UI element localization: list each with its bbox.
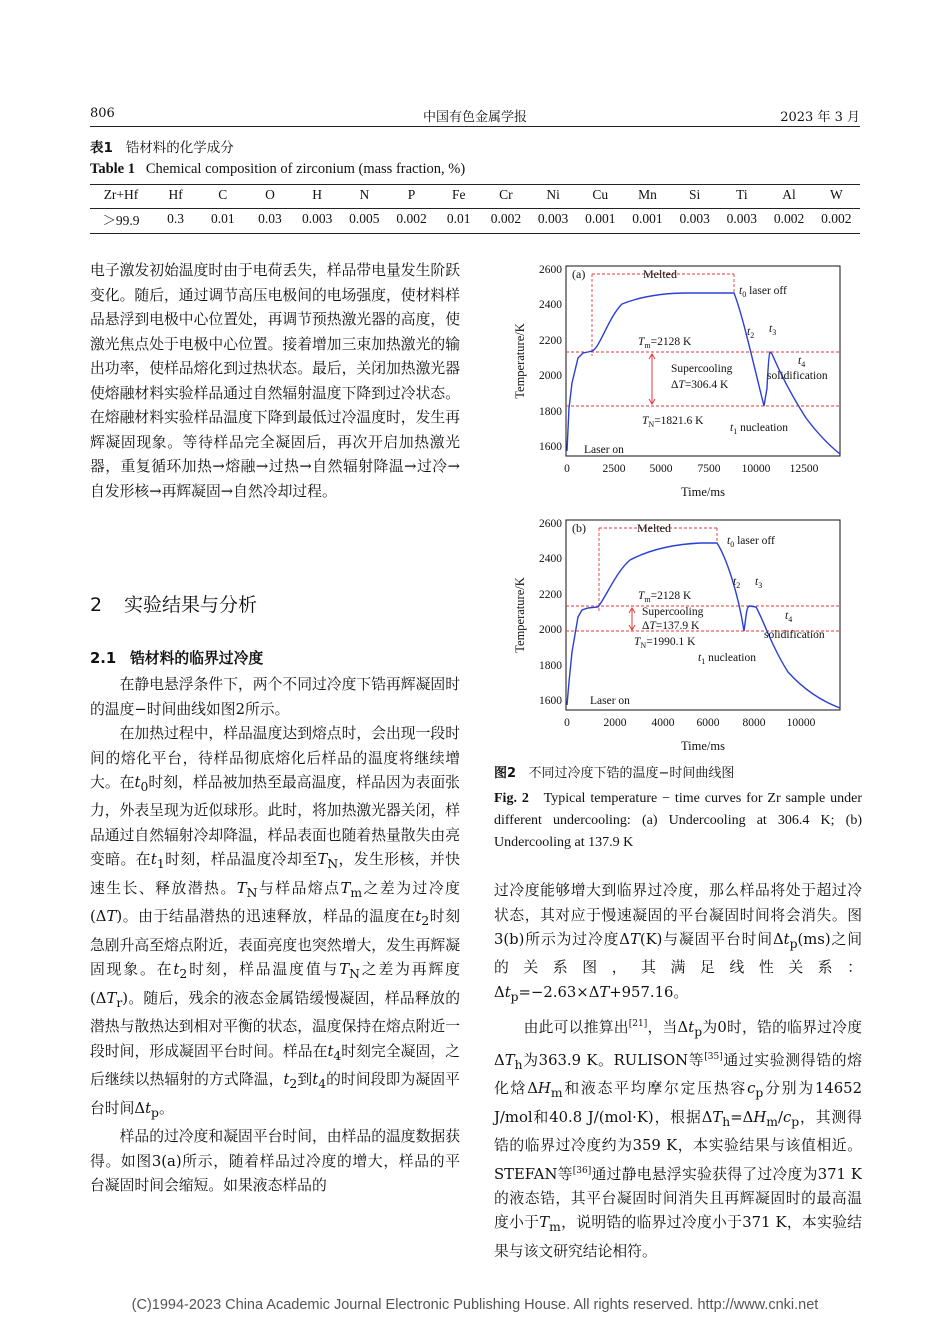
t4-annotation: $t_4$ — [785, 610, 793, 624]
tm-annotation: $T_m=2128$ K — [638, 336, 692, 350]
x-tick-label: 5000 — [649, 463, 673, 475]
tm-annotation: $T_m=2128$ K — [638, 590, 692, 604]
tn-annotation: $T_N=1990.1$ K — [634, 636, 696, 650]
y-tick-label: 1800 — [539, 406, 562, 418]
paragraph: 样品的过冷度和凝固平台时间，由样品的温度数据获得。如图3(a)所示，随着样品过冷度的增大，样品的平台凝固时间会缩短。如果液态样品的 — [90, 1128, 460, 1195]
t0-annotation: $t_0$ laser off — [727, 535, 775, 549]
figure2-panel-a — [506, 258, 862, 502]
supercooling-label: Supercooling — [642, 606, 704, 618]
melted-label: Melted — [643, 267, 677, 281]
table-header-cell: C — [218, 187, 228, 202]
table-header-cell: Zr+Hf — [103, 187, 139, 202]
table-header-cell: Al — [782, 187, 796, 202]
x-tick-label: 4000 — [651, 717, 675, 729]
table1-caption-en: Table 1 Chemical composition of zirconium (mass fraction, %) — [90, 161, 466, 177]
x-axis-label: Time/ms — [680, 739, 726, 753]
table-value-cell: 0.002 — [396, 211, 427, 226]
paragraph: 电子激发初始温度时由于电荷丢失，样品带电量发生阶跃变化。随后，通过调节高压电极间的电场强度，使材料样品悬浮到电极中心位置处，再调节预热激光器的高度，使激光焦点处于电极中心位置。接着增加三束加热激光的输出功率，使样品熔化到过热状态。最后，关闭加热激光器使熔融材料实验样品通过自然辐射温度下降到过冷状态。在熔融材料实验样品温度下降到最低过冷温度时，发生再辉凝固现象。等待样品完全凝固后，再次开启加热激光器，重复循环加热→熔融→过热→自然辐射降温→过冷→自发形核→再辉凝固→自然冷却过程。 — [90, 262, 460, 500]
table-value-cell: ＞99.9 — [102, 213, 140, 228]
table-value-cell: 0.01 — [210, 211, 235, 226]
delta-t-annotation: ΔT=306.4 K — [671, 379, 729, 391]
t2-annotation: $t_2$ — [733, 576, 741, 590]
x-tick-label: 12500 — [789, 463, 819, 475]
paragraph: 由此可以推算出[21]，当$\Delta t_p$为0时，锆的临界过冷度$\Delta T_h$为363.9 K。RULISON等[35]通过实验测得锆的熔化焓$\Delta H_m$和液态平均摩尔定压热容$c_p$分别为14652 J/mol和40.8 J/(mol·K)，根据$\Delta T_h=\Delta H_m/c_p$，其测得锆的临界过冷度约为359 K，本实验结果与该值相近。STEFAN等[36]通过静电悬浮实验获得了过冷度为371 K的液态锆，其平台凝固时间消失且再辉凝固时的最高温度小于$T_m$，说明锆的临界过冷度小于371 K，本实验结果与该文研究结论相符。 — [494, 1019, 863, 1260]
t0-annotation: $t_0$ laser off — [739, 285, 787, 299]
panel-label: (a) — [572, 267, 586, 281]
table-header-cell: Fe — [451, 187, 466, 202]
table-value-cell: 0.003 — [679, 211, 710, 226]
panel-label: (b) — [572, 521, 586, 535]
y-tick-label: 2200 — [539, 589, 562, 601]
caption-en: Fig. 2 Typical temperature − time curves for Zr sample under different undercooling: (a) Undercooling at 306.4 K; (b) Undercooling at 137.9 K — [494, 791, 863, 850]
y-axis-label: Temperature/K — [513, 577, 527, 653]
temperature-curve — [567, 543, 840, 708]
laser-on-label: Laser on — [590, 695, 630, 707]
table-header-cell: H — [312, 187, 323, 202]
composition-table — [90, 183, 860, 231]
header-rule — [90, 126, 860, 127]
table-header-cell: Mn — [638, 187, 657, 202]
table-value-cell: 0.002 — [773, 211, 805, 226]
figure2-panel-b — [506, 512, 862, 756]
table-header-row — [90, 183, 860, 207]
delta-t-annotation: ΔT=137.9 K — [642, 620, 700, 632]
table-value-cell: 0.01 — [446, 211, 471, 226]
table-value-row — [90, 207, 860, 231]
supercooling-label: Supercooling — [671, 363, 733, 375]
table-header-cell: Cr — [499, 187, 513, 202]
laser-on-label: Laser on — [584, 444, 624, 456]
table-value-cell: 0.3 — [167, 211, 185, 226]
table-header-cell: W — [829, 187, 843, 202]
table-header-cell: Cu — [592, 187, 609, 202]
copyright-footer: (C)1994-2023 China Academic Journal Electronic Publishing House. All rights reserved. http://www.cnki.net — [131, 1297, 819, 1313]
table-mid-rule — [90, 208, 860, 209]
table1-caption-cn: 表1 锆材料的化学成分 — [90, 140, 234, 156]
table-value-cell: 0.003 — [301, 211, 333, 226]
table-header-cell: Si — [689, 187, 701, 202]
x-tick-label: 0 — [564, 717, 570, 729]
y-tick-label: 2000 — [539, 370, 562, 382]
t1-annotation: $t_1$ nucleation — [698, 652, 756, 666]
issue-date: 2023 年 3 月 — [780, 110, 860, 125]
table-value-cell: 0.002 — [490, 211, 522, 226]
y-tick-label: 2600 — [539, 518, 562, 530]
x-tick-label: 10000 — [741, 463, 771, 475]
y-tick-label: 2400 — [539, 553, 562, 565]
paragraph: 在加热过程中，样品温度达到熔点时，会出现一段时间的熔化平台，待样品彻底熔化后样品的温度将继续增大。在$t_0$时刻，样品被加热至最高温度，样品因为表面张力，外表呈现为近似球形。此时，将加热激光器关闭，样品通过自然辐射冷却降温，样品表面也随着热量散失由亮变暗。在$t_1$时刻，样品温度冷却至$T_N$，发生形核，并快速生长、释放潜热。$T_N$与样品熔点$T_m$之差为过冷度(ΔT)。由于结晶潜热的迅速释放，样品的温度在$t_2$时刻急剧升高至熔点附近，表面亮度也突然增大，发生再辉凝固现象。在$t_2$时刻，样品温度值与$T_N$之差为再辉度$(\Delta T_r)$。随后，残余的液态金属锆缓慢凝固，样品释放的潜热与散热达到相对平衡的状态，温度保持在熔点附近一段时间，形成凝固平台时间。样品在$t_4$时刻完全凝固，之后继续以热辐射的方式降温，$t_2$到$t_4$的时间段即为凝固平台时间$\Delta t_p$。 — [90, 725, 460, 1120]
table-value-cell: 0.003 — [726, 211, 758, 226]
table-header-cell: P — [407, 187, 416, 202]
journal-name: 中国有色金属学报 — [422, 110, 527, 125]
x-tick-label: 0 — [564, 463, 570, 475]
table-value-cell: 0.001 — [585, 211, 616, 226]
left-column-body — [90, 673, 460, 1199]
t1-annotation: $t_1$ nucleation — [730, 422, 788, 436]
x-tick-label: 8000 — [742, 717, 766, 729]
table-header-cell: Hf — [168, 187, 183, 202]
page-number: 806 — [90, 106, 115, 121]
table-header-cell: Ti — [736, 187, 748, 202]
table-header-cell: N — [359, 187, 370, 202]
section-heading: 2 实验结果与分析 — [90, 594, 258, 616]
y-tick-label: 2200 — [539, 335, 562, 347]
melted-label: Melted — [637, 521, 671, 535]
paragraph: 在静电悬浮条件下，两个不同过冷度下锆再辉凝固时的温度−时间曲线如图2所示。 — [90, 676, 460, 718]
y-tick-label: 1600 — [539, 695, 562, 707]
figure2-caption — [494, 763, 862, 854]
subsection-heading: 2.1 锆材料的临界过冷度 — [90, 650, 264, 667]
t3-annotation: $t_3$ — [769, 323, 777, 337]
y-tick-label: 1800 — [539, 660, 562, 672]
left-column-top — [90, 259, 460, 504]
t3-annotation: $t_3$ — [755, 576, 763, 590]
y-axis-label: Temperature/K — [513, 323, 527, 399]
table-value-cell: 0.002 — [821, 211, 852, 226]
x-tick-label: 2000 — [603, 717, 627, 729]
x-axis-label: Time/ms — [680, 485, 726, 499]
y-tick-label: 2400 — [539, 299, 562, 311]
y-tick-label: 1600 — [539, 441, 562, 453]
paragraph: 过冷度能够增大到临界过冷度，那么样品将处于超过冷状态，其对应于慢速凝固的平台凝固时间将会消失。图3(b)所示为过冷度ΔT(K)与凝固平台时间$\Delta t_p(ms)$之间的关系图，其满足线性关系：$\Delta t_p=-2.63\times\Delta T+957.16$。 — [494, 882, 862, 1004]
table-value-cell: 0.003 — [537, 211, 569, 226]
y-tick-label: 2000 — [539, 624, 562, 636]
table-value-cell: 0.03 — [258, 211, 282, 226]
table-header-cell: Ni — [546, 187, 560, 202]
x-tick-label: 10000 — [786, 717, 816, 729]
table-value-cell: 0.005 — [349, 211, 380, 226]
x-tick-label: 6000 — [696, 717, 720, 729]
caption-cn: 图2 不同过冷度下锆的温度−时间曲线图 — [494, 766, 735, 781]
x-tick-label: 7500 — [697, 463, 721, 475]
right-column-body — [494, 879, 862, 1264]
table-value-cell: 0.001 — [632, 211, 663, 226]
table-header-cell: O — [265, 187, 275, 202]
t2-annotation: $t_2$ — [747, 326, 755, 340]
solidification-label: solidification — [764, 629, 825, 641]
y-tick-label: 2600 — [539, 264, 562, 276]
tn-annotation: $T_N=1821.6$ K — [642, 415, 704, 429]
solidification-label: solidification — [767, 370, 828, 382]
table-bottom-rule — [90, 233, 860, 234]
x-tick-label: 2500 — [602, 463, 626, 475]
t4-annotation: $t_4$ — [798, 355, 806, 369]
